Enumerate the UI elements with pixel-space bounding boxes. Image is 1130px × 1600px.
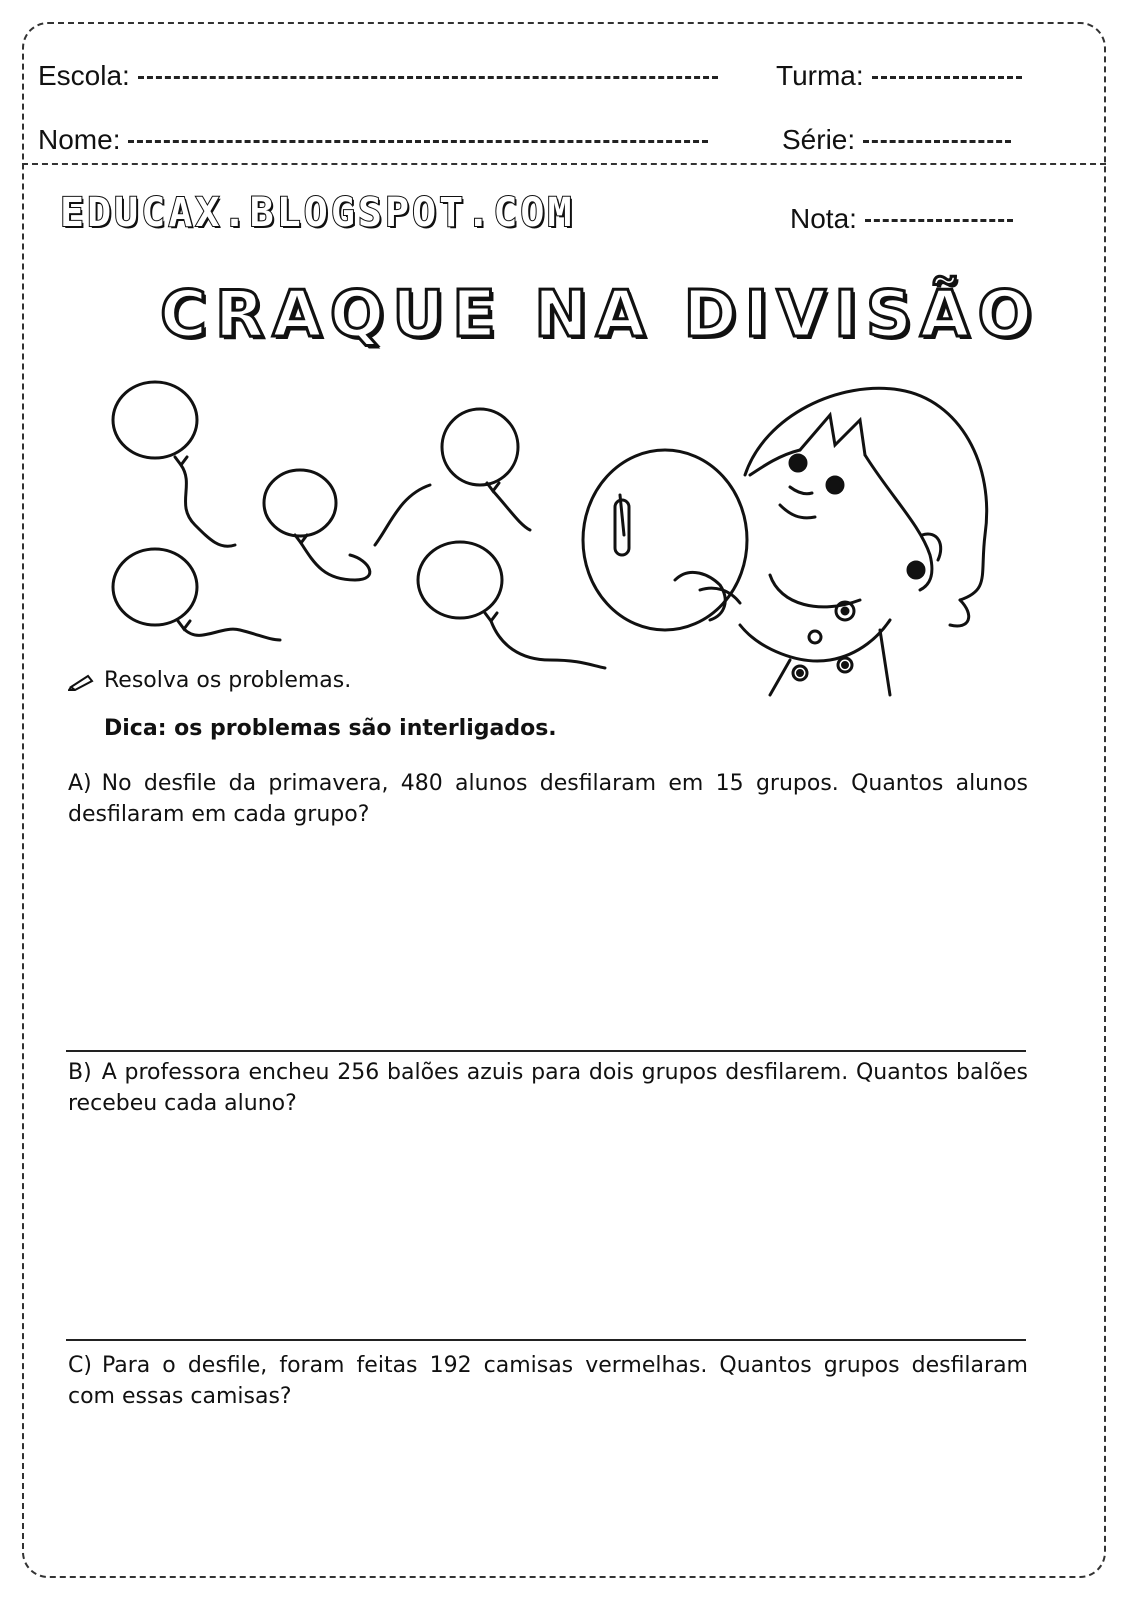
bubble-gum-icon (583, 450, 747, 630)
problem-text: No desfile da primavera, 480 alunos desfilaram em 15 grupos. Quantos alunos desfilaram em cada grupo? (68, 771, 1028, 827)
school-label: Escola: (38, 60, 130, 91)
problem-letter: B) (68, 1060, 92, 1085)
problem-text: A professora encheu 256 balões azuis para dois grupos desfilarem. Quantos balões recebeu cada aluno? (68, 1060, 1028, 1116)
grade-blank[interactable] (863, 140, 1011, 143)
problem-letter: A) (68, 771, 92, 796)
problem-a (68, 768, 1028, 830)
balloon-icon (264, 470, 370, 580)
score-label: Nota: (790, 203, 857, 234)
class-field (776, 60, 1022, 92)
answer-line (66, 1050, 1026, 1052)
header-divider (22, 163, 1106, 165)
problem-text: Para o desfile, foram feitas 192 camisas vermelhas. Quantos grupos desfilaram com essas camisas? (68, 1353, 1028, 1409)
problem-letter: C) (68, 1353, 92, 1378)
balloon-icon (418, 542, 605, 668)
balloon-icon (442, 409, 530, 530)
pencil-icon (68, 671, 96, 691)
page-title: CRAQUE NA DIVISÃO (160, 278, 1040, 352)
answer-line (66, 1339, 1026, 1341)
class-label: Turma: (776, 60, 864, 91)
balloon-icon (113, 382, 235, 546)
name-field (38, 124, 708, 156)
school-blank[interactable] (138, 76, 718, 79)
problem-c (68, 1350, 1028, 1412)
name-blank[interactable] (128, 140, 708, 143)
hint-text: Dica: os problemas são interligados. (104, 716, 557, 741)
balloons-girl-illustration (100, 375, 1000, 705)
score-field (790, 203, 1013, 235)
girl-icon (675, 388, 987, 695)
instruction-text: Resolva os problemas. (104, 668, 352, 693)
instruction (68, 668, 351, 693)
class-blank[interactable] (872, 76, 1022, 79)
school-field (38, 60, 718, 92)
problem-b (68, 1057, 1028, 1119)
grade-label: Série: (782, 124, 856, 155)
name-label: Nome: (38, 124, 121, 155)
grade-field (782, 124, 1011, 156)
balloon-icon (113, 549, 280, 640)
blog-logo: EDUCAX.BLOGSPOT.COM (60, 190, 575, 236)
score-blank[interactable] (865, 219, 1013, 222)
